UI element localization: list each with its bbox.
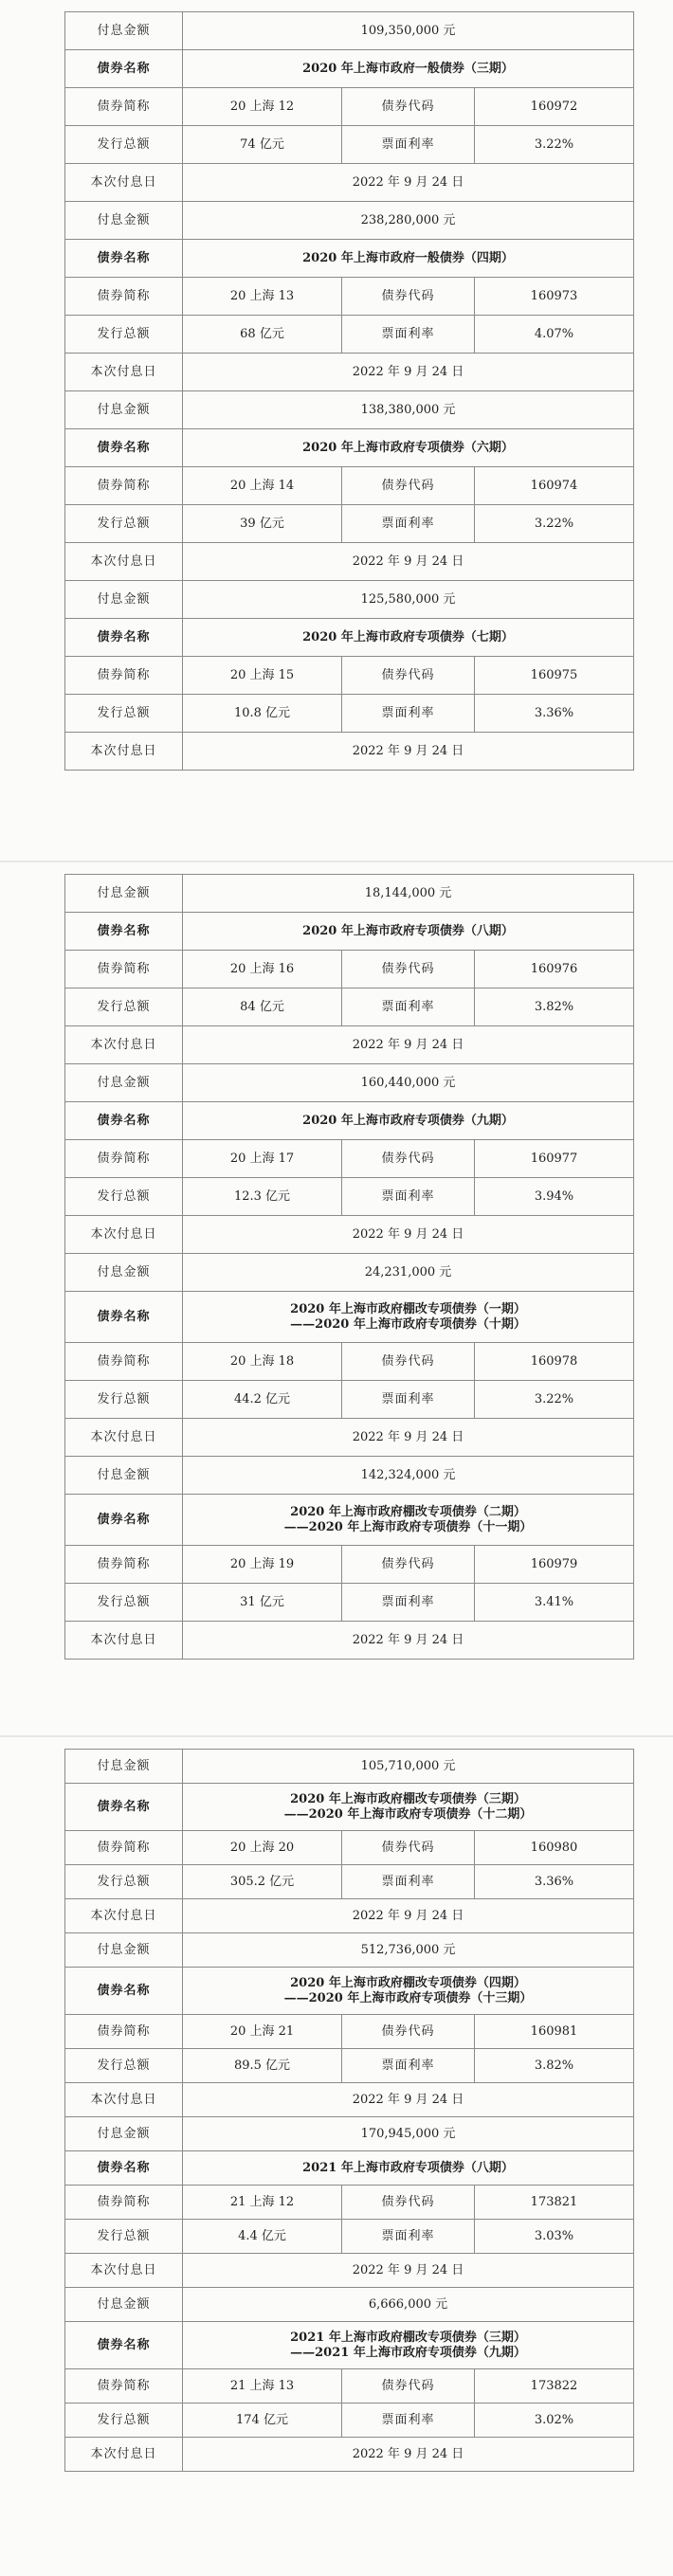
bond-name-line: 2020 年上海市政府棚改专项债券（一期） — [290, 1301, 526, 1316]
pay-amount-label: 付息金额 — [65, 1750, 183, 1784]
table-row — [65, 1495, 634, 1546]
table-row — [65, 12, 634, 50]
pay-amount-value: 109,350,000 元 — [183, 12, 634, 50]
issue-total-label: 发行总额 — [65, 695, 183, 733]
pay-date-value: 2022 年 9 月 24 日 — [183, 1899, 634, 1933]
bond-code-label: 债券代码 — [342, 2015, 475, 2049]
table-row — [65, 1140, 634, 1178]
pay-amount-label: 付息金额 — [65, 875, 183, 913]
table-row — [65, 951, 634, 989]
bond-code-value: 160977 — [475, 1140, 634, 1178]
short-name-label: 债券简称 — [65, 657, 183, 695]
bond-code-label: 债券代码 — [342, 88, 475, 126]
table-row — [65, 619, 634, 657]
pay-amount-label: 付息金额 — [65, 1933, 183, 1968]
coupon-rate-label: 票面利率 — [342, 1381, 475, 1419]
table-row — [65, 2151, 634, 2186]
table-row — [65, 429, 634, 467]
table-row — [65, 1784, 634, 1831]
pay-amount-label: 付息金额 — [65, 1064, 183, 1102]
coupon-rate-label: 票面利率 — [342, 316, 475, 354]
document-page-3 — [0, 1737, 673, 2576]
pay-date-value: 2022 年 9 月 24 日 — [183, 733, 634, 771]
bond-code-value: 160974 — [475, 467, 634, 505]
table-row — [65, 1865, 634, 1899]
pay-date-label: 本次付息日 — [65, 164, 183, 202]
short-name-label: 债券简称 — [65, 467, 183, 505]
pay-amount-value: 138,380,000 元 — [183, 391, 634, 429]
coupon-rate-value: 4.07% — [475, 316, 634, 354]
pay-amount-value: 142,324,000 元 — [183, 1457, 634, 1495]
pay-amount-label: 付息金额 — [65, 391, 183, 429]
pay-amount-value: 125,580,000 元 — [183, 581, 634, 619]
pay-amount-value: 6,666,000 元 — [183, 2288, 634, 2322]
table-row — [65, 1381, 634, 1419]
bond-name-label: 债券名称 — [65, 240, 183, 278]
pay-amount-label: 付息金额 — [65, 2117, 183, 2151]
pay-amount-label: 付息金额 — [65, 581, 183, 619]
bond-name-value — [183, 2151, 634, 2186]
table-row — [65, 2117, 634, 2151]
bond-code-label: 债券代码 — [342, 1546, 475, 1584]
issue-total-value: 74 亿元 — [183, 126, 342, 164]
table-row — [65, 2254, 634, 2288]
coupon-rate-value: 3.82% — [475, 989, 634, 1026]
issue-total-value: 4.4 亿元 — [183, 2220, 342, 2254]
table-row — [65, 2083, 634, 2117]
issue-total-value: 39 亿元 — [183, 505, 342, 543]
bond-name-label: 债券名称 — [65, 2151, 183, 2186]
table-row — [65, 1102, 634, 1140]
bond-name-line: ——2020 年上海市政府专项债券（十一期） — [283, 1519, 533, 1534]
pay-date-value: 2022 年 9 月 24 日 — [183, 2438, 634, 2472]
pay-date-label: 本次付息日 — [65, 1419, 183, 1457]
table-row — [65, 1064, 634, 1102]
bond-code-label: 债券代码 — [342, 951, 475, 989]
short-name-value: 21 上海 12 — [183, 2186, 342, 2220]
pay-date-label: 本次付息日 — [65, 2438, 183, 2472]
pay-amount-value: 24,231,000 元 — [183, 1254, 634, 1292]
coupon-rate-label: 票面利率 — [342, 2404, 475, 2438]
table-row — [65, 543, 634, 581]
bond-name-line: 2021 年上海市政府棚改专项债券（三期） — [290, 2330, 526, 2345]
pay-amount-label: 付息金额 — [65, 12, 183, 50]
bond-name-line: 2020 年上海市政府棚改专项债券（三期） — [290, 1791, 526, 1806]
pay-date-value: 2022 年 9 月 24 日 — [183, 1216, 634, 1254]
table-row — [65, 391, 634, 429]
table-row — [65, 1899, 634, 1933]
bond-name-line: 2020 年上海市政府棚改专项债券（二期） — [290, 1504, 526, 1519]
pay-amount-value: 512,736,000 元 — [183, 1933, 634, 1968]
table-row — [65, 1831, 634, 1865]
table-row — [65, 2369, 634, 2404]
coupon-rate-value: 3.03% — [475, 2220, 634, 2254]
short-name-value: 20 上海 17 — [183, 1140, 342, 1178]
issue-total-value: 174 亿元 — [183, 2404, 342, 2438]
bond-code-value: 173822 — [475, 2369, 634, 2404]
pay-amount-value: 170,945,000 元 — [183, 2117, 634, 2151]
bond-code-value: 160980 — [475, 1831, 634, 1865]
issue-total-value: 84 亿元 — [183, 989, 342, 1026]
bond-name-label: 债券名称 — [65, 913, 183, 951]
bond-code-value: 160976 — [475, 951, 634, 989]
pay-date-label: 本次付息日 — [65, 2254, 183, 2288]
bond-name-line: 2020 年上海市政府专项债券（六期） — [302, 440, 514, 455]
document-page-1 — [0, 0, 673, 862]
table-row — [65, 875, 634, 913]
bond-name-value — [183, 50, 634, 88]
pay-date-value: 2022 年 9 月 24 日 — [183, 1419, 634, 1457]
bond-name-line: ——2020 年上海市政府专项债券（十期） — [290, 1316, 526, 1332]
pay-date-value: 2022 年 9 月 24 日 — [183, 1026, 634, 1064]
bond-code-value: 160978 — [475, 1343, 634, 1381]
pay-date-value: 2022 年 9 月 24 日 — [183, 354, 634, 391]
bond-name-label: 债券名称 — [65, 1784, 183, 1831]
bond-name-label: 债券名称 — [65, 1495, 183, 1546]
table-row — [65, 278, 634, 316]
issue-total-value: 31 亿元 — [183, 1584, 342, 1622]
bond-name-label: 债券名称 — [65, 2322, 183, 2369]
pay-date-label: 本次付息日 — [65, 1622, 183, 1660]
coupon-rate-label: 票面利率 — [342, 505, 475, 543]
bond-table-page-3 — [64, 1749, 634, 2472]
issue-total-value: 68 亿元 — [183, 316, 342, 354]
short-name-label: 债券简称 — [65, 951, 183, 989]
bond-name-line: 2020 年上海市政府专项债券（七期） — [302, 629, 514, 644]
table-row — [65, 316, 634, 354]
pay-date-value: 2022 年 9 月 24 日 — [183, 2083, 634, 2117]
table-row — [65, 581, 634, 619]
bond-name-line: ——2021 年上海市政府专项债券（九期） — [290, 2345, 526, 2360]
table-row — [65, 1292, 634, 1343]
bond-code-value: 160973 — [475, 278, 634, 316]
document-page-2 — [0, 862, 673, 1737]
table-row — [65, 50, 634, 88]
bond-code-value: 160972 — [475, 88, 634, 126]
table-row — [65, 1546, 634, 1584]
pay-date-value: 2022 年 9 月 24 日 — [183, 2254, 634, 2288]
short-name-value: 21 上海 13 — [183, 2369, 342, 2404]
short-name-value: 20 上海 12 — [183, 88, 342, 126]
coupon-rate-value: 3.02% — [475, 2404, 634, 2438]
coupon-rate-value: 3.36% — [475, 1865, 634, 1899]
coupon-rate-label: 票面利率 — [342, 2220, 475, 2254]
short-name-label: 债券简称 — [65, 2186, 183, 2220]
issue-total-value: 89.5 亿元 — [183, 2049, 342, 2083]
short-name-label: 债券简称 — [65, 88, 183, 126]
short-name-label: 债券简称 — [65, 1546, 183, 1584]
coupon-rate-label: 票面利率 — [342, 126, 475, 164]
pay-date-label: 本次付息日 — [65, 733, 183, 771]
pay-date-label: 本次付息日 — [65, 1026, 183, 1064]
pay-amount-value: 238,280,000 元 — [183, 202, 634, 240]
pay-date-value: 2022 年 9 月 24 日 — [183, 164, 634, 202]
coupon-rate-value: 3.22% — [475, 126, 634, 164]
issue-total-label: 发行总额 — [65, 989, 183, 1026]
pay-date-label: 本次付息日 — [65, 543, 183, 581]
coupon-rate-label: 票面利率 — [342, 989, 475, 1026]
table-row — [65, 505, 634, 543]
pay-date-value: 2022 年 9 月 24 日 — [183, 543, 634, 581]
issue-total-label: 发行总额 — [65, 1865, 183, 1899]
table-row — [65, 2220, 634, 2254]
short-name-value: 20 上海 21 — [183, 2015, 342, 2049]
issue-total-label: 发行总额 — [65, 505, 183, 543]
issue-total-label: 发行总额 — [65, 316, 183, 354]
coupon-rate-label: 票面利率 — [342, 2049, 475, 2083]
bond-code-label: 债券代码 — [342, 278, 475, 316]
bond-code-value: 173821 — [475, 2186, 634, 2220]
coupon-rate-value: 3.36% — [475, 695, 634, 733]
pay-amount-value: 18,144,000 元 — [183, 875, 634, 913]
table-row — [65, 126, 634, 164]
coupon-rate-value: 3.41% — [475, 1584, 634, 1622]
pay-amount-label: 付息金额 — [65, 2288, 183, 2322]
issue-total-label: 发行总额 — [65, 2049, 183, 2083]
bond-name-value — [183, 619, 634, 657]
bond-name-value — [183, 913, 634, 951]
bond-code-label: 债券代码 — [342, 467, 475, 505]
table-row — [65, 1933, 634, 1968]
table-row — [65, 1343, 634, 1381]
pay-amount-label: 付息金额 — [65, 202, 183, 240]
coupon-rate-label: 票面利率 — [342, 1584, 475, 1622]
issue-total-value: 10.8 亿元 — [183, 695, 342, 733]
short-name-label: 债券简称 — [65, 278, 183, 316]
table-row — [65, 2015, 634, 2049]
bond-code-label: 债券代码 — [342, 657, 475, 695]
bond-name-label: 债券名称 — [65, 429, 183, 467]
table-row — [65, 1584, 634, 1622]
table-row — [65, 989, 634, 1026]
bond-name-line: 2020 年上海市政府棚改专项债券（四期） — [290, 1975, 526, 1990]
short-name-label: 债券简称 — [65, 2015, 183, 2049]
table-row — [65, 1178, 634, 1216]
bond-name-value — [183, 1784, 634, 1831]
bond-code-label: 债券代码 — [342, 2369, 475, 2404]
table-row — [65, 2186, 634, 2220]
pay-amount-value: 160,440,000 元 — [183, 1064, 634, 1102]
bond-name-line: 2020 年上海市政府一般债券（三期） — [302, 61, 514, 76]
table-row — [65, 1457, 634, 1495]
pay-amount-label: 付息金额 — [65, 1254, 183, 1292]
issue-total-label: 发行总额 — [65, 126, 183, 164]
pay-date-label: 本次付息日 — [65, 354, 183, 391]
bond-name-line: 2020 年上海市政府专项债券（八期） — [302, 923, 514, 938]
bond-name-line: 2020 年上海市政府专项债券（九期） — [302, 1113, 514, 1128]
bond-code-value: 160975 — [475, 657, 634, 695]
bond-code-label: 债券代码 — [342, 1831, 475, 1865]
issue-total-label: 发行总额 — [65, 1584, 183, 1622]
table-row — [65, 695, 634, 733]
coupon-rate-label: 票面利率 — [342, 1178, 475, 1216]
issue-total-label: 发行总额 — [65, 1381, 183, 1419]
bond-code-value: 160979 — [475, 1546, 634, 1584]
bond-code-value: 160981 — [475, 2015, 634, 2049]
issue-total-label: 发行总额 — [65, 1178, 183, 1216]
pay-date-label: 本次付息日 — [65, 1216, 183, 1254]
table-row — [65, 1254, 634, 1292]
short-name-value: 20 上海 15 — [183, 657, 342, 695]
bond-code-label: 债券代码 — [342, 2186, 475, 2220]
issue-total-label: 发行总额 — [65, 2220, 183, 2254]
bond-name-line: ——2020 年上海市政府专项债券（十三期） — [283, 1990, 533, 2005]
bond-name-label: 债券名称 — [65, 1102, 183, 1140]
table-row — [65, 2404, 634, 2438]
bond-name-value — [183, 429, 634, 467]
bond-name-value — [183, 1102, 634, 1140]
pay-date-value: 2022 年 9 月 24 日 — [183, 1622, 634, 1660]
short-name-value: 20 上海 14 — [183, 467, 342, 505]
short-name-value: 20 上海 20 — [183, 1831, 342, 1865]
short-name-label: 债券简称 — [65, 1140, 183, 1178]
bond-name-value — [183, 1292, 634, 1343]
table-row — [65, 1750, 634, 1784]
pay-amount-value: 105,710,000 元 — [183, 1750, 634, 1784]
short-name-label: 债券简称 — [65, 2369, 183, 2404]
short-name-value: 20 上海 13 — [183, 278, 342, 316]
table-row — [65, 1216, 634, 1254]
table-row — [65, 657, 634, 695]
bond-name-value — [183, 1495, 634, 1546]
table-row — [65, 1026, 634, 1064]
table-row — [65, 733, 634, 771]
bond-name-line: ——2020 年上海市政府专项债券（十二期） — [283, 1806, 533, 1822]
coupon-rate-value: 3.22% — [475, 505, 634, 543]
bond-name-label: 债券名称 — [65, 619, 183, 657]
issue-total-value: 12.3 亿元 — [183, 1178, 342, 1216]
bond-name-label: 债券名称 — [65, 1968, 183, 2015]
bond-name-line: 2021 年上海市政府专项债券（八期） — [302, 2160, 514, 2175]
table-row — [65, 913, 634, 951]
bond-name-value — [183, 240, 634, 278]
table-row — [65, 202, 634, 240]
table-row — [65, 88, 634, 126]
bond-table-page-1 — [64, 11, 634, 771]
short-name-label: 债券简称 — [65, 1831, 183, 1865]
issue-total-value: 44.2 亿元 — [183, 1381, 342, 1419]
table-row — [65, 467, 634, 505]
coupon-rate-value: 3.94% — [475, 1178, 634, 1216]
pay-date-label: 本次付息日 — [65, 1899, 183, 1933]
pay-date-label: 本次付息日 — [65, 2083, 183, 2117]
issue-total-label: 发行总额 — [65, 2404, 183, 2438]
coupon-rate-label: 票面利率 — [342, 695, 475, 733]
bond-name-label: 债券名称 — [65, 50, 183, 88]
table-row — [65, 354, 634, 391]
short-name-label: 债券简称 — [65, 1343, 183, 1381]
table-row — [65, 1419, 634, 1457]
short-name-value: 20 上海 19 — [183, 1546, 342, 1584]
bond-name-label: 债券名称 — [65, 1292, 183, 1343]
table-row — [65, 2438, 634, 2472]
short-name-value: 20 上海 18 — [183, 1343, 342, 1381]
bond-code-label: 债券代码 — [342, 1343, 475, 1381]
bond-name-value — [183, 1968, 634, 2015]
coupon-rate-value: 3.22% — [475, 1381, 634, 1419]
table-row — [65, 1968, 634, 2015]
table-row — [65, 240, 634, 278]
bond-table-page-2 — [64, 874, 634, 1660]
table-row — [65, 164, 634, 202]
table-row — [65, 2288, 634, 2322]
pay-amount-label: 付息金额 — [65, 1457, 183, 1495]
bond-code-label: 债券代码 — [342, 1140, 475, 1178]
coupon-rate-label: 票面利率 — [342, 1865, 475, 1899]
table-row — [65, 1622, 634, 1660]
bond-name-line: 2020 年上海市政府一般债券（四期） — [302, 250, 514, 265]
bond-name-value — [183, 2322, 634, 2369]
coupon-rate-value: 3.82% — [475, 2049, 634, 2083]
table-row — [65, 2322, 634, 2369]
issue-total-value: 305.2 亿元 — [183, 1865, 342, 1899]
short-name-value: 20 上海 16 — [183, 951, 342, 989]
table-row — [65, 2049, 634, 2083]
